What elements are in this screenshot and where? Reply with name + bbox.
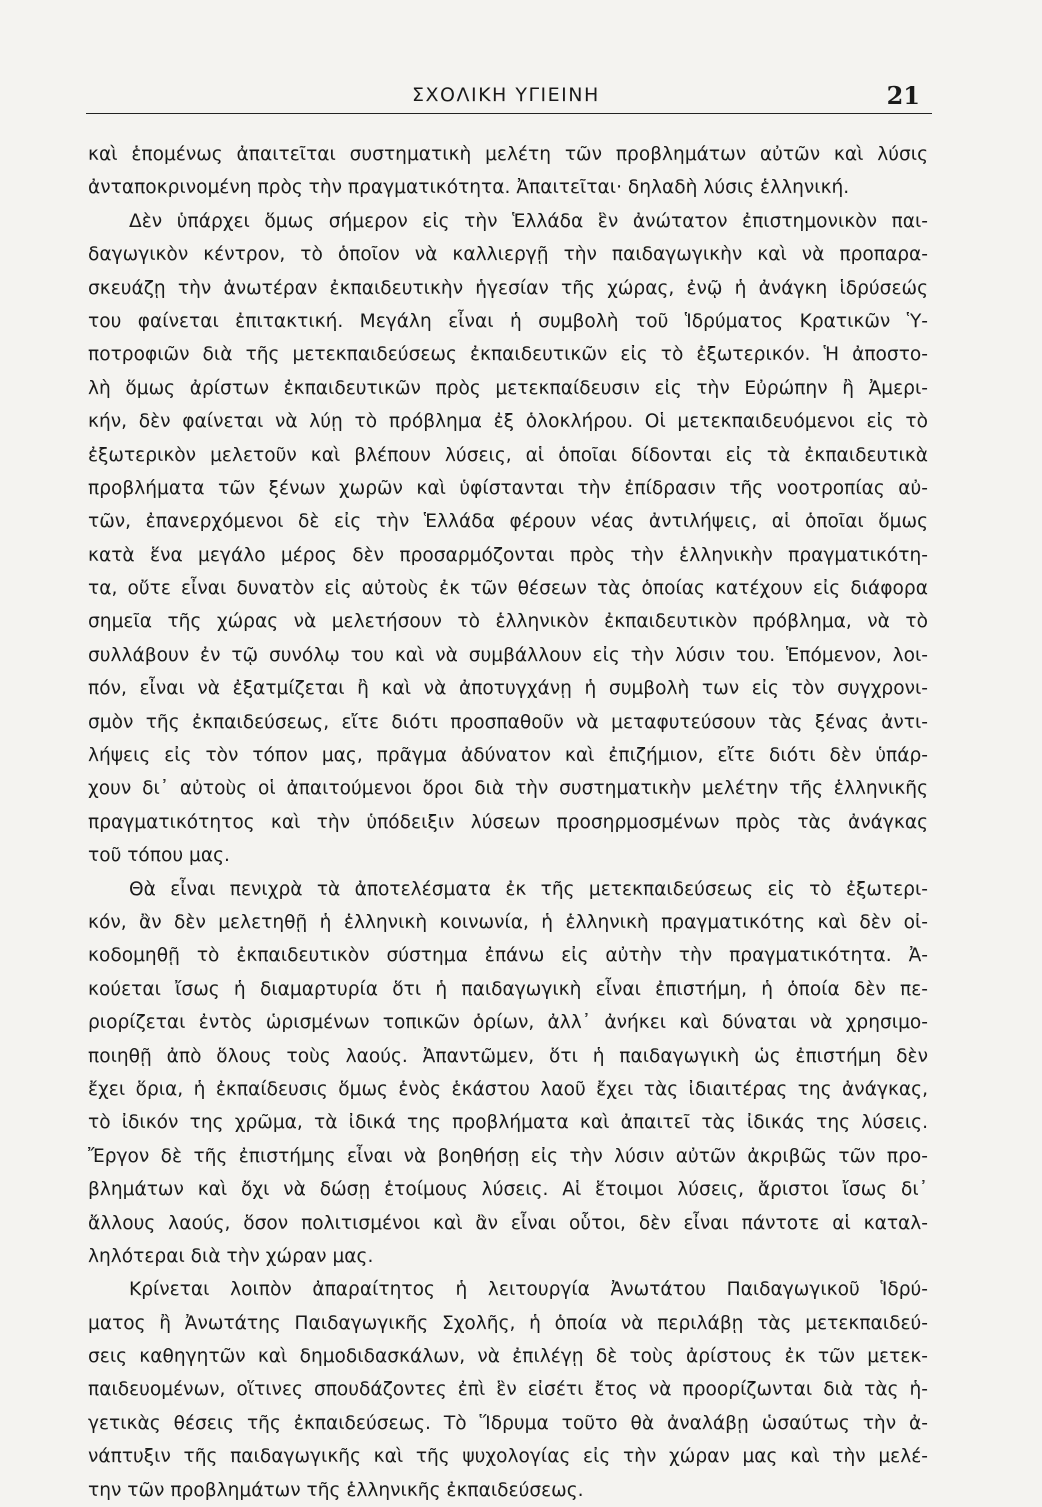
text-line: Θὰ εἶναι πενιχρὰ τὰ ἀποτελέσματα ἐκ τῆς μετεκπαιδεύσεως εἰς τὸ ἐξωτερι- <box>129 878 928 900</box>
text-line: ληλότεραι διὰ τὴν χώραν μας. <box>88 1245 374 1267</box>
text-line: ματος ἢ Ἀνωτάτης Παιδαγωγικῆς Σχολῆς, ἡ ὁποία νὰ περιλάβῃ τὰς μετεκπαιδεύ- <box>88 1312 928 1334</box>
text-line: κοδομηθῇ τὸ ἐκπαιδευτικὸν σύστημα ἐπάνω εἰς αὐτὴν τὴν πραγματικότητα. Ἀ- <box>88 945 928 967</box>
text-line: καὶ ἑπομένως ἀπαιτεῖται συστηματικὴ μελέτη τῶν προβλημάτων αὐτῶν καὶ λύσις <box>88 144 928 165</box>
text-line: προβλήματα τῶν ξένων χωρῶν καὶ ὑφίστανται τὴν ἐπίδρασιν τῆς νοοτροπίας αὐ- <box>88 477 928 499</box>
text-line: ποτροφιῶν διὰ τῆς μετεκπαιδεύσεως ἐκπαιδευτικῶν εἰς τὸ ἐξωτερικόν. Ἡ ἀποστο- <box>88 344 928 366</box>
text-line: ἔχει ὅρια, ἡ ἐκπαίδευσις ὅμως ἑνὸς ἑκάστου λαοῦ ἔχει τὰς ἰδιαιτέρας της ἀνάγκας, <box>88 1078 928 1100</box>
text-line: σκευάζῃ τὴν ἀνωτέραν ἐκπαιδευτικὴν ἡγεσίαν τῆς χώρας, ἐνῷ ἡ ἀνάγκη ἱδρύσεώς <box>88 277 928 299</box>
text-line: κούεται ἴσως ἡ διαμαρτυρία ὅτι ἡ παιδαγωγικὴ εἶναι ἐπιστήμη, ἡ ὁποία δὲν πε- <box>88 978 928 1000</box>
text-line: την τῶν προβλημάτων τῆς ἑλληνικῆς ἐκπαιδεύσεως. <box>88 1479 584 1501</box>
running-title: ΣΧΟΛΙΚΗ ΥΓΙΕΙΝΗ <box>412 84 600 106</box>
text-line: σμὸν τῆς ἐκπαιδεύσεως, εἴτε διότι προσπαθοῦν νὰ μεταφυτεύσουν τὰς ξένας ἀντι- <box>88 711 928 733</box>
text-line: σημεῖα τῆς χώρας νὰ μελετήσουν τὸ ἑλληνικὸν ἐκπαιδευτικὸν πρόβλημα, νὰ τὸ <box>88 611 928 633</box>
page-number: 21 <box>886 81 920 110</box>
text-line: του φαίνεται ἐπιτακτική. Μεγάλη εἶναι ἡ συμβολὴ τοῦ Ἱδρύματος Κρατικῶν Ὑ- <box>88 310 928 332</box>
text-line: κόν, ἂν δὲν μελετηθῇ ἡ ἑλληνικὴ κοινωνία, ἡ ἑλληνικὴ πραγματικότης καὶ δὲν οἰ- <box>88 911 928 933</box>
text-line: βλημάτων καὶ ὄχι νὰ δώσῃ ἑτοίμους λύσεις. Αἱ ἕτοιμοι λύσεις, ἄριστοι ἴσως δι᾽ <box>88 1179 928 1201</box>
header-rule <box>86 113 932 114</box>
text-line: τοῦ τόπου μας. <box>88 845 230 867</box>
text-line: ἐξωτερικὸν μελετοῦν καὶ βλέπουν λύσεις, αἱ ὁποῖαι δίδονται εἰς τὰ ἐκπαιδευτικὰ <box>88 444 928 466</box>
text-line: δαγωγικὸν κέντρον, τὸ ὁποῖον νὰ καλλιεργῇ τὴν παιδαγωγικὴν καὶ νὰ προπαρα- <box>88 244 928 266</box>
text-line: Δὲν ὑπάρχει ὅμως σήμερον εἰς τὴν Ἑλλάδα ἓν ἀνώτατον ἐπιστημονικὸν παι- <box>129 210 928 232</box>
text-line: ριορίζεται ἐντὸς ὡρισμένων τοπικῶν ὁρίων, ἀλλ᾽ ἀνήκει καὶ δύναται νὰ χρησιμο- <box>88 1012 928 1034</box>
text-line: τῶν, ἐπανερχόμενοι δὲ εἰς τὴν Ἑλλάδα φέρουν νέας ἀντιλήψεις, αἱ ὁποῖαι ὅμως <box>88 511 928 533</box>
text-line: παιδευομένων, οἵτινες σπουδάζοντες ἐπὶ ἓν εἰσέτι ἔτος νὰ προορίζωνται διὰ τὰς ἡ- <box>88 1379 928 1401</box>
text-line: πόν, εἶναι νὰ ἐξατμίζεται ἢ καὶ νὰ ἀποτυγχάνῃ ἡ συμβολὴ των εἰς τὸν συγχρονι- <box>88 678 928 700</box>
text-line: Ἔργον δὲ τῆς ἐπιστήμης εἶναι νὰ βοηθήσῃ εἰς τὴν λύσιν αὐτῶν ἀκριβῶς τῶν προ- <box>88 1145 928 1167</box>
text-line: κατὰ ἕνα μεγάλο μέρος δὲν προσαρμόζονται πρὸς τὴν ἑλληνικὴν πραγματικότη- <box>88 544 928 566</box>
text-line: ποιηθῇ ἀπὸ ὅλους τοὺς λαούς. Ἀπαντῶμεν, ὅτι ἡ παιδαγωγικὴ ὡς ἐπιστήμη δὲν <box>88 1045 928 1067</box>
text-line: κήν, δὲν φαίνεται νὰ λύῃ τὸ πρόβλημα ἐξ ὁλοκλήρου. Οἱ μετεκπαιδευόμενοι εἰς τὸ <box>88 411 928 433</box>
text-line: πραγματικότητος καὶ τὴν ὑπόδειξιν λύσεων προσηρμοσμένων πρὸς τὰς ἀνάγκας <box>88 811 928 833</box>
text-line: συλλάβουν ἐν τῷ συνόλῳ του καὶ νὰ συμβάλλουν εἰς τὴν λύσιν του. Ἑπόμενον, λοι- <box>88 644 928 666</box>
text-line: σεις καθηγητῶν καὶ δημοδιδασκάλων, νὰ ἐπιλέγῃ δὲ τοὺς ἀρίστους ἐκ τῶν μετεκ- <box>88 1346 928 1368</box>
text-line: χουν δι᾽ αὐτοὺς οἱ ἀπαιτούμενοι ὅροι διὰ τὴν συστηματικὴν μελέτην τῆς ἑλληνικῆς <box>88 778 928 800</box>
text-line: τὸ ἰδικόν της χρῶμα, τὰ ἰδικά της προβλήματα καὶ ἀπαιτεῖ τὰς ἰδικάς της λύσεις. <box>88 1112 928 1134</box>
text-line: νάπτυξιν τῆς παιδαγωγικῆς καὶ τῆς ψυχολογίας εἰς τὴν χώραν μας καὶ τὴν μελέ- <box>88 1446 928 1468</box>
text-line: λὴ ὅμως ἀρίστων ἐκπαιδευτικῶν πρὸς μετεκπαίδευσιν εἰς τὴν Εὐρώπην ἢ Ἀμερι- <box>88 377 928 399</box>
text-line: τα, οὔτε εἶναι δυνατὸν εἰς αὐτοὺς ἐκ τῶν θέσεων τὰς ὁποίας κατέχουν εἰς διάφορα <box>88 578 928 600</box>
text-line: Κρίνεται λοιπὸν ἀπαραίτητος ἡ λειτουργία Ἀνωτάτου Παιδαγωγικοῦ Ἱδρύ- <box>129 1279 928 1301</box>
text-line: ἀνταποκρινομένη πρὸς τὴν πραγματικότητα. Ἀπαιτεῖται· δηλαδὴ λύσις ἑλληνική. <box>88 177 850 199</box>
text-line: λήψεις εἰς τὸν τόπον μας, πρᾶγμα ἀδύνατον καὶ ἐπιζήμιον, εἴτε διότι δὲν ὑπάρ- <box>88 745 928 767</box>
text-line: γετικὰς θέσεις τῆς ἐκπαιδεύσεως. Τὸ Ἵδρυμα τοῦτο θὰ ἀναλάβῃ ὡσαύτως τὴν ἀ- <box>88 1412 928 1434</box>
body-text <box>88 138 928 1507</box>
page-header <box>86 81 932 114</box>
text-line: ἄλλους λαούς, ὅσον πολιτισμένοι καὶ ἂν εἶναι οὗτοι, δὲν εἶναι πάντοτε αἱ καταλ- <box>88 1212 928 1234</box>
